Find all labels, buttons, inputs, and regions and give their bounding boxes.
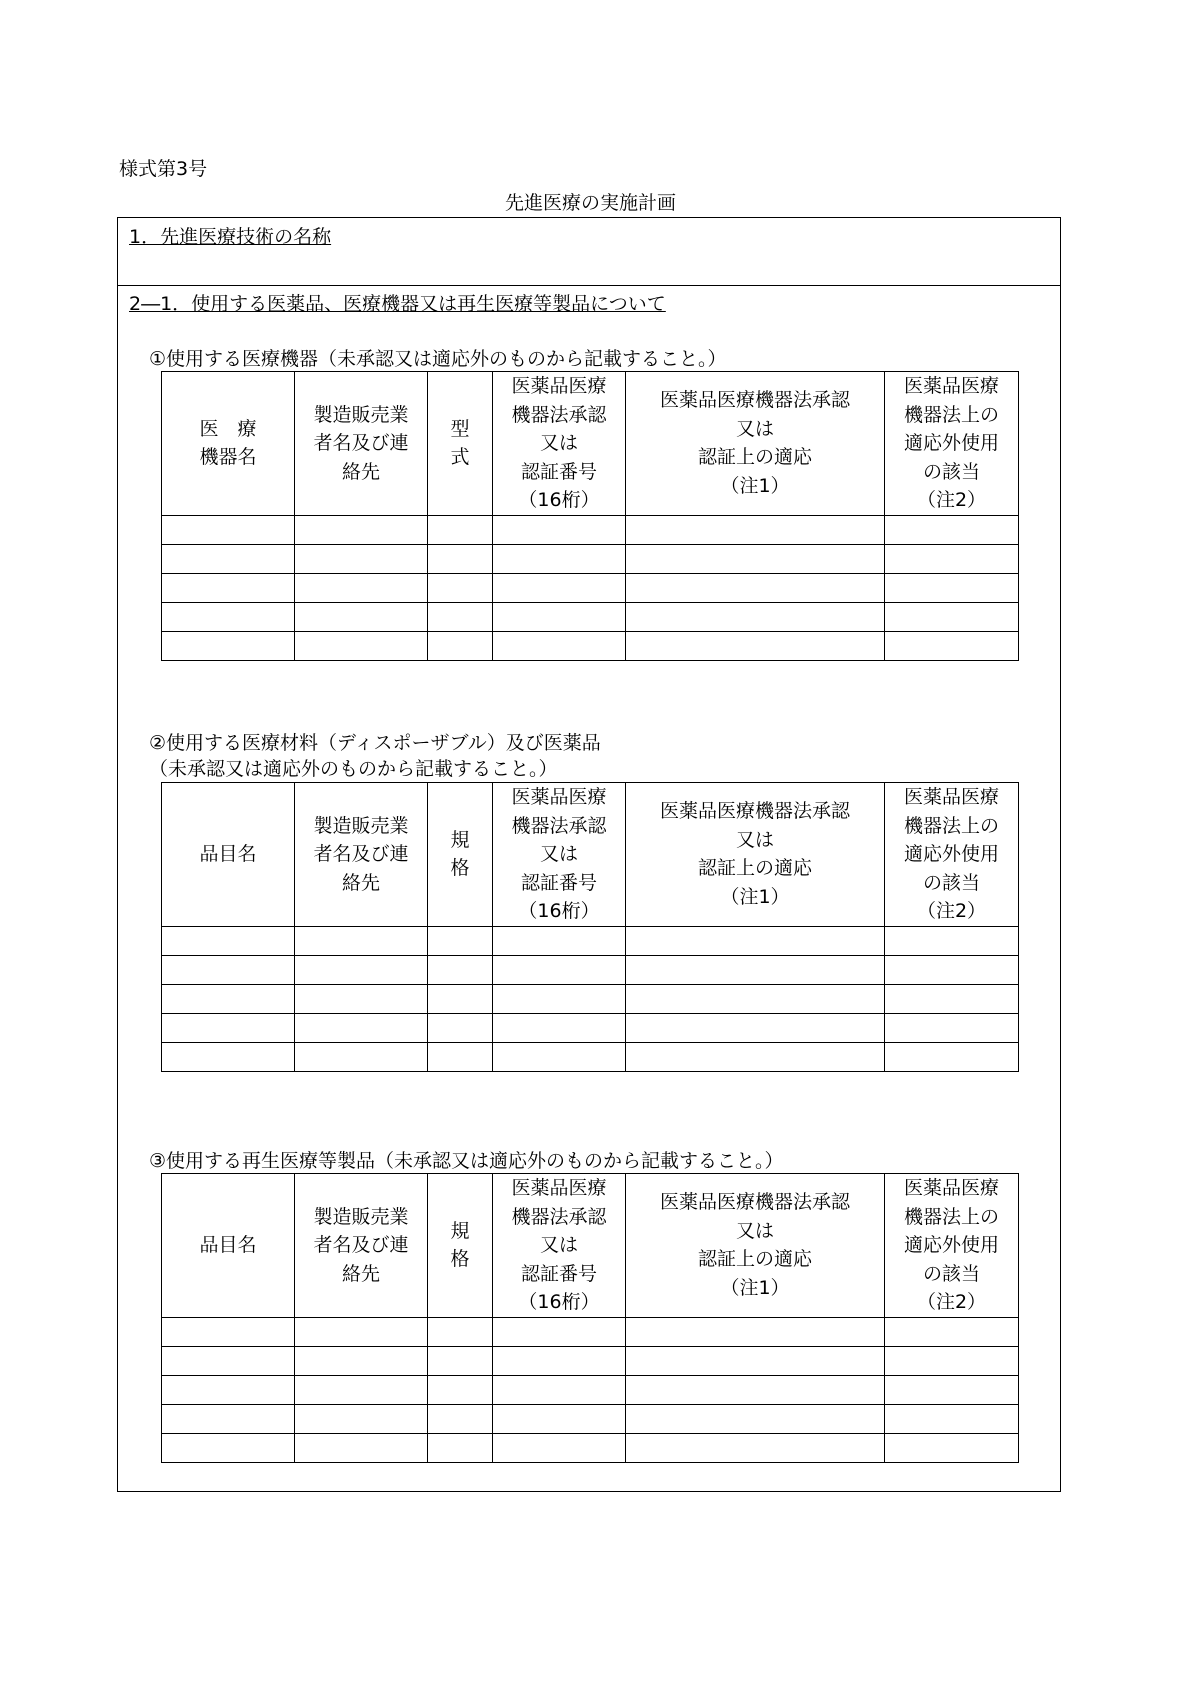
table-cell[interactable] [885,926,1019,955]
table-cell[interactable] [162,602,295,631]
table-row [162,1013,1019,1042]
table-cell[interactable] [428,1404,493,1433]
table-cell[interactable] [493,573,626,602]
table2-caption: ②使用する医療材料（ディスポーザブル）及び医薬品 [149,732,601,754]
table-row [162,515,1019,544]
table-cell[interactable] [295,1317,428,1346]
table-cell[interactable] [428,544,493,573]
column-header: 医薬品医療 機器法承認 又は 認証番号 （16桁） [493,783,626,927]
table-cell[interactable] [626,1404,885,1433]
table-cell[interactable] [162,1433,295,1462]
table-cell[interactable] [162,926,295,955]
table-cell[interactable] [885,1042,1019,1071]
table-row [162,544,1019,573]
table-cell[interactable] [626,926,885,955]
section1-heading: 1．先進医療技術の名称 [129,226,332,248]
table3-caption: ③使用する再生医療等製品（未承認又は適応外のものから記載すること。） [149,1150,784,1172]
table-cell[interactable] [626,515,885,544]
table-cell[interactable] [162,1375,295,1404]
table-cell[interactable] [295,515,428,544]
table-cell[interactable] [428,984,493,1013]
medical-material-table [161,782,1019,1072]
table-cell[interactable] [885,631,1019,660]
table-cell[interactable] [626,602,885,631]
table-row [162,1317,1019,1346]
header-row [162,1174,1019,1318]
table-cell[interactable] [162,1346,295,1375]
table-row [162,1404,1019,1433]
column-header: 医薬品医療 機器法上の 適応外使用 の該当 （注2） [885,783,1019,927]
table-cell[interactable] [428,1317,493,1346]
table-cell[interactable] [885,984,1019,1013]
table-cell[interactable] [295,984,428,1013]
table-cell[interactable] [493,631,626,660]
table-cell[interactable] [162,544,295,573]
column-header: 医薬品医療機器法承認 又は 認証上の適応 （注1） [626,783,885,927]
table-cell[interactable] [626,984,885,1013]
table-cell[interactable] [626,1433,885,1462]
table-cell[interactable] [428,1433,493,1462]
table-cell[interactable] [295,1375,428,1404]
table-cell[interactable] [428,602,493,631]
form-number: 様式第3号 [119,158,208,180]
table-cell[interactable] [428,926,493,955]
column-header: 製造販売業 者名及び連 絡先 [295,1174,428,1318]
column-header: 医薬品医療 機器法承認 又は 認証番号 （16桁） [493,372,626,516]
table-cell[interactable] [493,515,626,544]
table-row [162,1346,1019,1375]
table-row [162,1042,1019,1071]
column-header: 品目名 [162,783,295,927]
table-cell[interactable] [626,631,885,660]
column-header: 品目名 [162,1174,295,1318]
table-cell[interactable] [885,573,1019,602]
table-cell[interactable] [162,984,295,1013]
table-cell[interactable] [428,1346,493,1375]
table-cell[interactable] [626,573,885,602]
table-cell[interactable] [626,1375,885,1404]
table-row [162,955,1019,984]
table-cell[interactable] [295,1433,428,1462]
table-cell[interactable] [162,631,295,660]
table-cell[interactable] [493,1346,626,1375]
table-cell[interactable] [295,926,428,955]
table-cell[interactable] [885,1013,1019,1042]
table-cell[interactable] [493,984,626,1013]
table-cell[interactable] [626,1317,885,1346]
table-cell[interactable] [626,955,885,984]
column-header: 規 格 [428,783,493,927]
table-cell[interactable] [885,955,1019,984]
column-header: 医薬品医療機器法承認 又は 認証上の適応 （注1） [626,372,885,516]
table2-caption-note: （未承認又は適応外のものから記載すること。） [149,758,558,780]
column-header: 製造販売業 者名及び連 絡先 [295,372,428,516]
table-cell[interactable] [428,1013,493,1042]
table-cell[interactable] [885,1375,1019,1404]
table-cell[interactable] [162,955,295,984]
table-cell[interactable] [885,1433,1019,1462]
table-cell[interactable] [626,1013,885,1042]
table-cell[interactable] [626,544,885,573]
medical-device-table [161,371,1019,661]
table-cell[interactable] [295,1404,428,1433]
table-cell[interactable] [885,1317,1019,1346]
column-header: 医薬品医療 機器法承認 又は 認証番号 （16桁） [493,1174,626,1318]
column-header: 医薬品医療 機器法上の 適応外使用 の該当 （注2） [885,1174,1019,1318]
column-header: 型 式 [428,372,493,516]
table-cell[interactable] [295,1346,428,1375]
table-cell[interactable] [493,1404,626,1433]
table-cell[interactable] [428,1375,493,1404]
table-cell[interactable] [428,573,493,602]
table-cell[interactable] [428,1042,493,1071]
table-cell[interactable] [295,1013,428,1042]
table-cell[interactable] [493,1375,626,1404]
column-header: 製造販売業 者名及び連 絡先 [295,783,428,927]
header-row [162,783,1019,927]
table-cell[interactable] [295,955,428,984]
header-row [162,372,1019,516]
table-cell[interactable] [428,515,493,544]
column-header: 医 療 機器名 [162,372,295,516]
table-cell[interactable] [493,1433,626,1462]
table-row [162,1433,1019,1462]
table-row [162,984,1019,1013]
regenerative-product-table [161,1173,1019,1463]
table-cell[interactable] [885,1346,1019,1375]
table-cell[interactable] [162,515,295,544]
table-cell[interactable] [885,602,1019,631]
table-row [162,926,1019,955]
table-cell[interactable] [493,926,626,955]
page-title: 先進医療の実施計画 [504,192,676,214]
table-cell[interactable] [493,1013,626,1042]
table-cell[interactable] [295,631,428,660]
table-cell[interactable] [162,1404,295,1433]
table-cell[interactable] [295,573,428,602]
table-cell[interactable] [493,544,626,573]
column-header: 医薬品医療 機器法上の 適応外使用 の該当 （注2） [885,372,1019,516]
table-cell[interactable] [295,544,428,573]
table-cell[interactable] [885,544,1019,573]
column-header: 規 格 [428,1174,493,1318]
table-cell[interactable] [162,573,295,602]
table-cell[interactable] [493,955,626,984]
table-cell[interactable] [162,1042,295,1071]
table-cell[interactable] [162,1317,295,1346]
table-cell[interactable] [493,1317,626,1346]
table-cell[interactable] [626,1346,885,1375]
table-cell[interactable] [885,515,1019,544]
table-cell[interactable] [626,1042,885,1071]
table-cell[interactable] [295,1042,428,1071]
table-cell[interactable] [428,955,493,984]
section-divider [117,285,1061,286]
table-cell[interactable] [295,602,428,631]
table-row [162,573,1019,602]
section2-heading: 2―1．使用する医薬品、医療機器又は再生医療等製品について [129,293,666,315]
table-cell[interactable] [493,1042,626,1071]
table1-caption: ①使用する医療機器（未承認又は適応外のものから記載すること。） [149,348,727,370]
table-row [162,1375,1019,1404]
table-row [162,631,1019,660]
column-header: 医薬品医療機器法承認 又は 認証上の適応 （注1） [626,1174,885,1318]
table-cell[interactable] [162,1013,295,1042]
table-cell[interactable] [428,631,493,660]
table-row [162,602,1019,631]
table-cell[interactable] [493,602,626,631]
table-cell[interactable] [885,1404,1019,1433]
